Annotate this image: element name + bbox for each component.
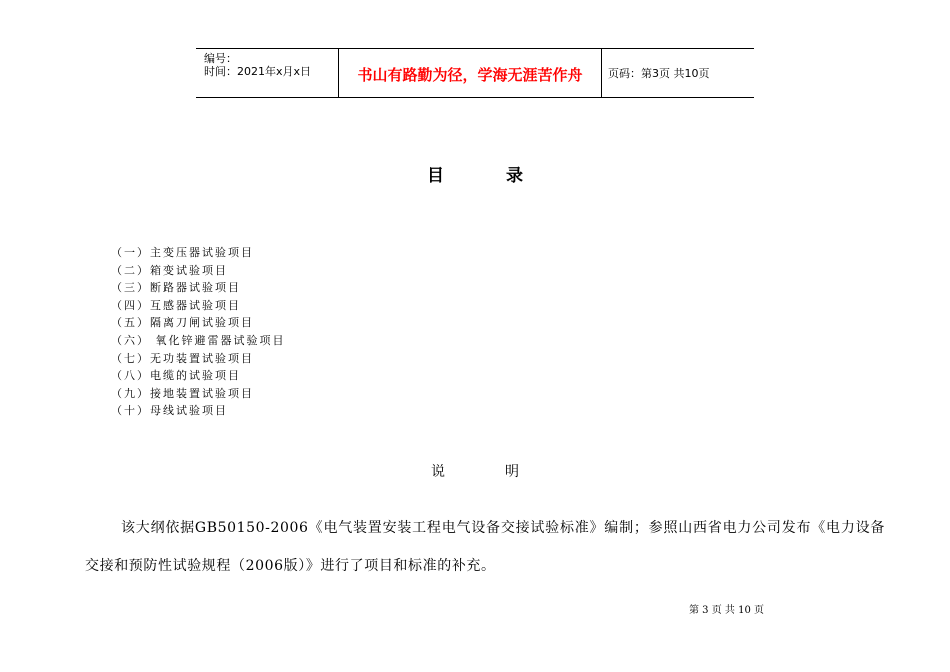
toc-item: （五）隔离刀闸试验项目 — [111, 316, 254, 330]
toc-item: （九）接地装置试验项目 — [111, 386, 254, 400]
toc-item: （二）箱变试验项目 — [111, 263, 228, 277]
page-footer: 第 3 页 共 10 页 — [689, 605, 764, 616]
header-left-cell — [196, 49, 339, 97]
toc-item: （十）母线试验项目 — [111, 404, 228, 418]
toc-item: （六） 氧化锌避雷器试验项目 — [111, 333, 286, 347]
toc-item: （八）电缆的试验项目 — [111, 369, 241, 383]
toc-list — [111, 244, 286, 420]
header-motto: 书山有路勤为径，学海无涯苦作舟 — [357, 66, 583, 84]
header-middle-cell — [339, 49, 602, 97]
document-number-label: 编号： — [204, 52, 237, 65]
toc-item: （三）断路器试验项目 — [111, 281, 241, 295]
explanation-title: 说明 — [431, 464, 579, 480]
toc-item: （七）无功装置试验项目 — [111, 351, 254, 365]
toc-item: （四）互感器试验项目 — [111, 298, 241, 312]
page-header — [196, 48, 754, 98]
toc-item: （一）主变压器试验项目 — [111, 246, 254, 259]
header-right-cell — [602, 49, 754, 97]
header-page-code: 页码：第3页 共10页 — [608, 67, 710, 80]
explanation-body: 该大纲依据GB50150-2006《电气装置安装工程电气设备交接试验标准》编制；参照山西省电力公司发布《电力设备交接和预防性试验规程（2006版）》进行了项目和标准的补充。 — [85, 520, 885, 574]
toc-title: 目录 — [427, 166, 585, 186]
document-date-label: 时间：2021年x月x日 — [204, 65, 312, 78]
